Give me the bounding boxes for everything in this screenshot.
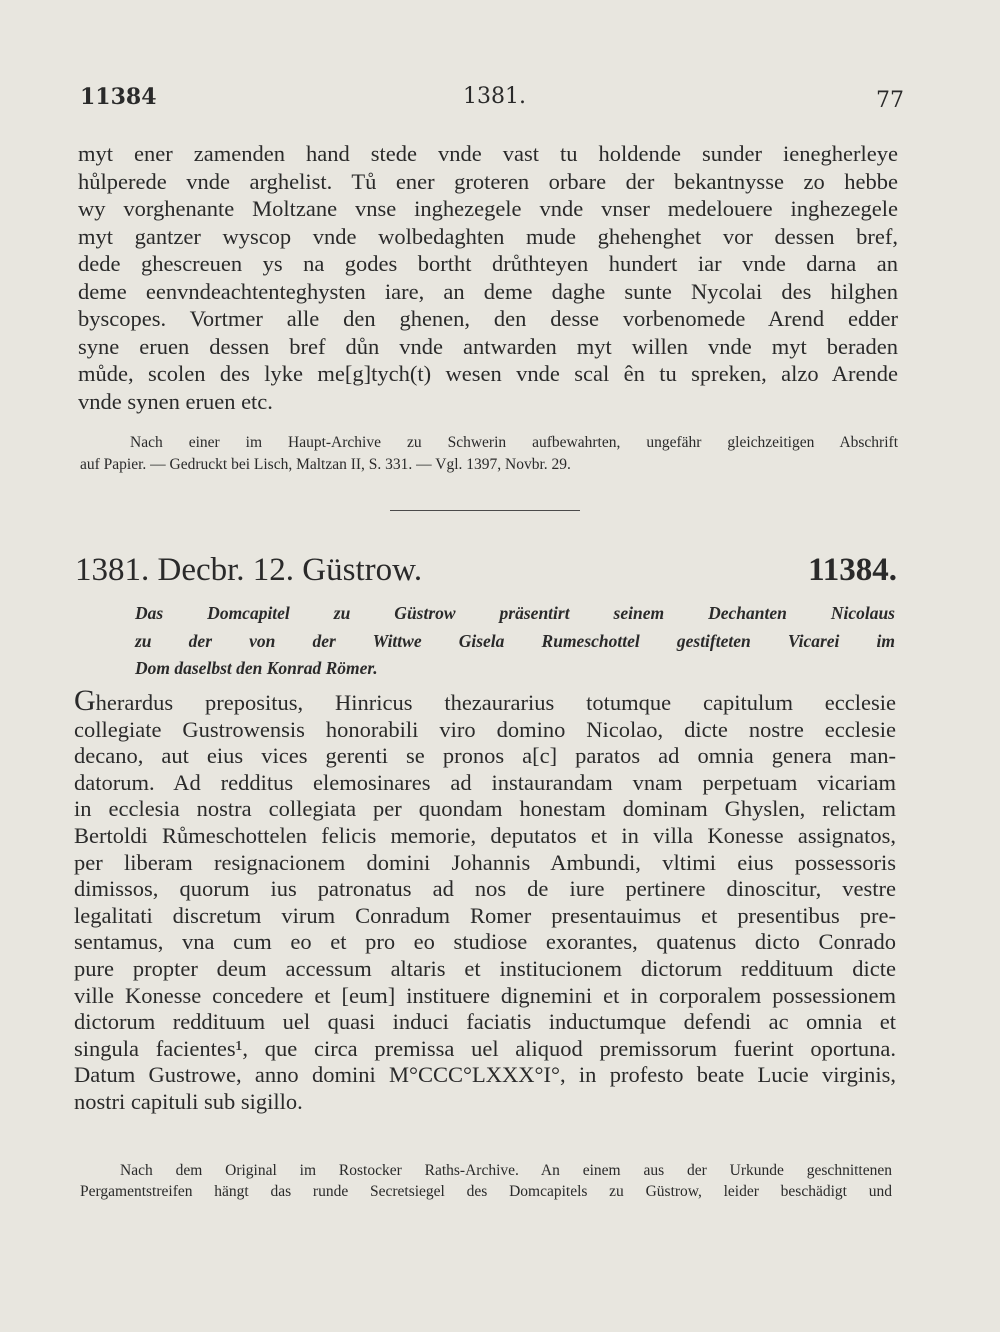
body-line (74, 684, 896, 717)
body-line: sentamus, vna cum eo et pro eo studiose exorantes, quatenus dicto Conrado (74, 929, 896, 955)
previous-document-body (78, 140, 898, 415)
body-line: wy vorghenante Moltzane vnse inghezegele vnde vnser medelouere inghezegele (78, 196, 898, 221)
note-line: Nach dem Original im Rostocker Raths-Archive. An einem aus der Urkunde geschnittenen (120, 1162, 892, 1179)
section-divider (390, 510, 580, 511)
summary-line: Dom daselbst den Konrad Römer. (135, 658, 378, 678)
body-line: collegiate Gustrowensis honorabili viro domino Nicolao, dicte nostre ecclesie (74, 716, 896, 742)
body-line: datorum. Ad redditus elemosinares ad instaurandam vnam perpetuam vicariam (74, 769, 896, 795)
note-line: Nach einer im Haupt-Archive zu Schwerin aufbewahrten, ungefähr gleichzeitigen Abschrift (130, 434, 898, 451)
summary-line: Das Domcapitel zu Güstrow präsentirt seinem Dechanten Nicolaus (135, 603, 895, 623)
running-head-year: 1381. (463, 84, 526, 109)
body-line: můde, scolen des lyke me[g]tych(t) wesen vnde scal ên tu spreken, alzo Arende (78, 361, 898, 386)
document-source-note (80, 1160, 892, 1202)
body-line: myt gantzer wyscop vnde wolbedaghten mude ghehenghet vor dessen bref, (78, 223, 898, 249)
body-line: dede ghescreuen ys na godes bortht drůthteyen hundert iar vnde darna an (78, 251, 898, 276)
body-line: dictorum reddituum uel quasi induci faciatis inductumque defendi ac omnia et (74, 1009, 896, 1035)
body-line: pure propter deum accessum altaris et institucionem dictorum reddituum dicte (74, 955, 896, 981)
document-date-place: 1381. Decbr. 12. Güstrow. (75, 552, 423, 588)
body-line: Datum Gustrowe, anno domini M°CCC°LXXX°I°, in profesto beate Lucie virginis, (74, 1062, 896, 1088)
body-line: myt ener zamenden hand stede vnde vast tu holdende sunder ienegherleye (78, 141, 898, 166)
body-line: singula facientes¹, que circa premissa uel aliquod premissorum fuerint oportuna. (74, 1035, 896, 1061)
running-head (0, 84, 1000, 114)
body-line: legalitati discretum virum Conradum Romer presentauimus et presentibus pre- (74, 902, 896, 928)
body-line: dimissos, quorum ius patronatus ad nos de iure pertinere dinoscitur, vestre (74, 876, 896, 902)
note-line: auf Papier. — Gedruckt bei Lisch, Maltzan II, S. 331. — Vgl. 1397, Novbr. 29. (80, 456, 571, 473)
note-line: Pergamentstreifen hängt das runde Secretsiegel des Domcapitels zu Güstrow, leider beschädigt und (80, 1183, 892, 1200)
body-line: Bertoldi Růmeschottelen felicis memorie, deputatos et in villa Konesse assignatos, (74, 822, 896, 848)
body-line: decano, aut eius vices gerenti se pronos a[c] paratos ad omnia genera man- (74, 743, 896, 769)
body-line: per liberam resignacionem domini Johannis Ambundi, vltimi eius possessoris (74, 849, 896, 875)
body-line: nostri capituli sub sigillo. (74, 1088, 303, 1114)
body-line: deme eenvndeachtenteghysten iare, an deme daghe sunte Nycolai des hilghen (78, 278, 898, 304)
document-number: 11384. (808, 552, 897, 588)
initial-letter: G (74, 684, 96, 717)
previous-document-source-note (80, 432, 898, 476)
document-header (75, 552, 897, 596)
body-line: in ecclesia nostra collegiata per quondam honestam dominam Ghyslen, relictam (74, 796, 896, 822)
document-body (74, 684, 896, 1116)
body-line: byscopes. Vortmer alle den ghenen, den desse vorbenomede Arend edder (78, 306, 898, 331)
summary-line: zu der von der Wittwe Gisela Rumeschottel gestifteten Vicarei im (135, 630, 895, 651)
body-first-line-rest: herardus prepositus, Hinricus thezaurarius totumque capitulum ecclesie (95, 690, 896, 715)
running-head-document-number: 11384 (80, 84, 157, 110)
body-line: vnde synen eruen etc. (78, 388, 273, 414)
body-line: syne eruen dessen bref důn vnde antwarden myt willen vnde myt beraden (78, 333, 898, 359)
page-number: 77 (876, 88, 904, 113)
body-line: ville Konesse concedere et [eum] instituere dignemini et in corporalem possessionem (74, 982, 896, 1008)
document-summary (135, 600, 895, 683)
body-line: hůlperede vnde arghelist. Tů ener groteren orbare der bekantnysse zo hebbe (78, 168, 898, 194)
